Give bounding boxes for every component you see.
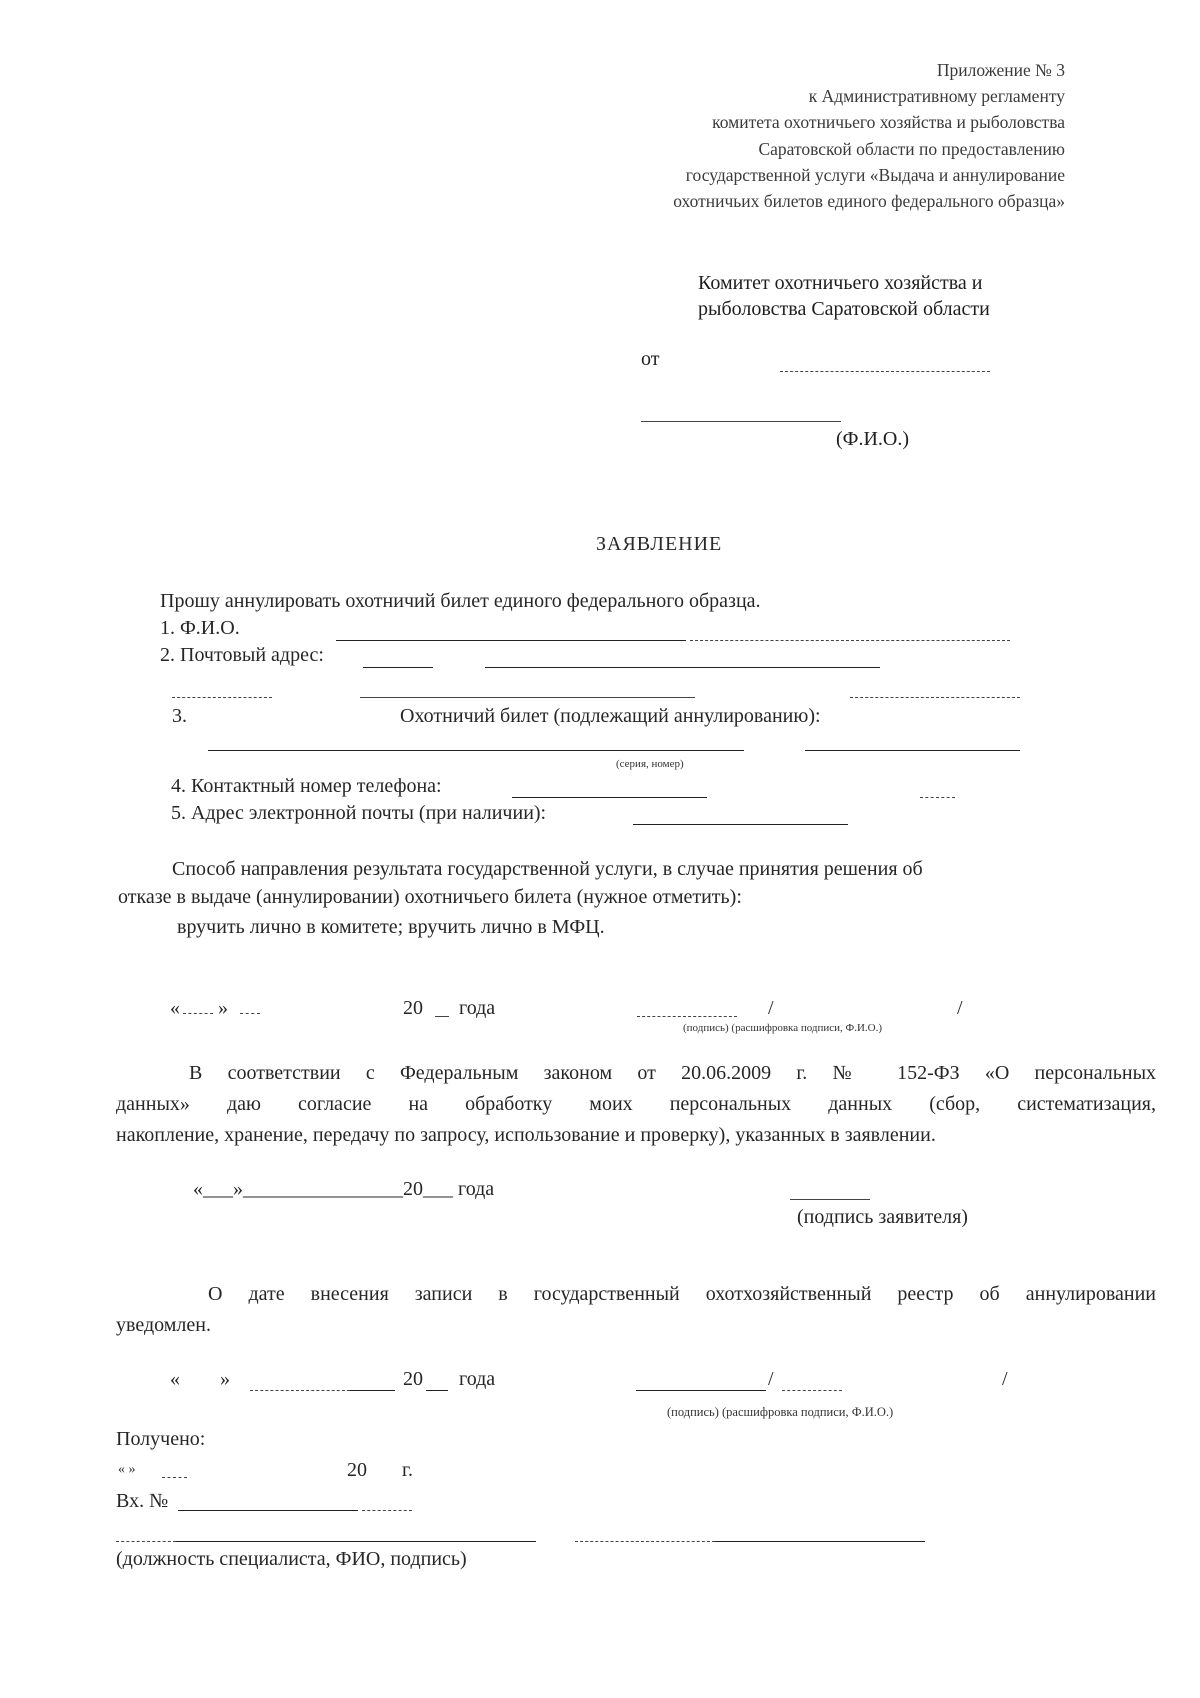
appendix-line-2: к Административному регламенту xyxy=(808,86,1065,106)
sig1-month-line xyxy=(240,1013,260,1014)
from-fio-line-2 xyxy=(641,421,841,422)
consent-sig-caption: (подпись заявителя) xyxy=(797,1206,968,1228)
address-row2-line-1 xyxy=(172,697,272,698)
sig2-year-suffix: года xyxy=(459,1368,496,1390)
address-field-line-2 xyxy=(485,667,880,668)
incoming-number-line xyxy=(178,1510,358,1511)
email-field-line xyxy=(633,824,848,825)
footer-line-dash xyxy=(116,1541,176,1542)
consent-date: «___»________________20___ года xyxy=(193,1178,495,1200)
received-year: 20 xyxy=(347,1459,367,1481)
ticket-caption: (серия, номер) xyxy=(616,758,684,770)
ticket-label: Охотничий билет (подлежащий аннулированию): xyxy=(400,705,821,727)
consent-signature-line xyxy=(790,1199,870,1200)
phone-label: 4. Контактный номер телефона: xyxy=(171,775,442,797)
appendix-line-6: охотничьих билетов единого федерального образца» xyxy=(673,191,1065,211)
sig2-decode-line xyxy=(782,1390,842,1391)
received-year-suffix: г. xyxy=(402,1459,413,1481)
consent-line-3: накопление, хранение, передачу по запросу, использование и проверку), указанных в заявлении. xyxy=(116,1124,936,1146)
sig2-quote-close: » xyxy=(220,1368,230,1390)
sig2-quote-open: « xyxy=(170,1368,180,1390)
footer-line-2-dash xyxy=(575,1541,715,1542)
appendix-line-3: комитета охотничьего хозяйства и рыболовства xyxy=(712,112,1065,132)
received-label: Получено: xyxy=(116,1428,206,1450)
registry-line-2: уведомлен. xyxy=(116,1314,211,1336)
sig1-day-line xyxy=(183,1013,213,1014)
delivery-line-2: отказе в выдаче (аннулировании) охотничьего билета (нужное отметить): xyxy=(118,886,742,908)
appendix-line-1: Приложение № 3 xyxy=(936,60,1065,80)
ticket-number: 3. xyxy=(172,705,187,727)
sig2-slash-2: / xyxy=(1002,1368,1008,1390)
phone-field-line-2 xyxy=(920,797,955,798)
footer-line-1 xyxy=(176,1541,536,1542)
address-row2-line-2 xyxy=(360,697,695,698)
addressee-line-2: рыболовства Саратовской области xyxy=(698,298,990,320)
request-intro: Прошу аннулировать охотничий билет единого федерального образца. xyxy=(160,590,761,612)
document-title: ЗАЯВЛЕНИЕ xyxy=(596,533,723,555)
sig2-year: 20 xyxy=(403,1368,423,1390)
sig1-signature-line xyxy=(637,1016,737,1017)
sig2-year-line xyxy=(426,1390,448,1391)
appendix-line-4: Саратовской области по предоставлению xyxy=(758,139,1065,159)
from-fio-line xyxy=(780,371,990,372)
consent-line-2: данных» даю согласие на обработку моих персональных данных (сбор, систематизация, xyxy=(116,1093,1156,1115)
incoming-number-line-2 xyxy=(362,1510,412,1511)
address-field-line-1 xyxy=(363,667,433,668)
fio-label: 1. Ф.И.О. xyxy=(160,617,240,639)
received-date-quotes: « » xyxy=(118,1462,136,1477)
sig1-quote-close: » xyxy=(218,997,228,1019)
sig2-month-line xyxy=(350,1390,395,1391)
phone-field-line xyxy=(512,797,707,798)
from-label: от xyxy=(641,348,660,370)
sig1-slash-1: / xyxy=(768,997,774,1019)
sig1-slash-2: / xyxy=(957,997,963,1019)
fio-field-line-2 xyxy=(690,640,1010,641)
sig1-caption: (подпись) (расшифровка подписи, Ф.И.О.) xyxy=(683,1022,883,1034)
delivery-options: вручить лично в комитете; вручить лично в МФЦ. xyxy=(177,916,605,938)
sig2-month-dash xyxy=(250,1390,350,1391)
incoming-number-label: Вх. № xyxy=(116,1490,169,1512)
fio-field-line xyxy=(336,640,686,641)
delivery-line-1: Способ направления результата государственной услуги, в случае принятия решения об xyxy=(172,858,923,880)
sig1-year-line xyxy=(435,1016,449,1017)
sig2-signature-line xyxy=(636,1390,766,1391)
fio-caption: (Ф.И.О.) xyxy=(836,428,910,450)
sig1-year-suffix: года xyxy=(459,997,496,1019)
consent-line-1: В соответствии с Федеральным законом от 20.06.2009 г. № 152-ФЗ «О персональных xyxy=(189,1062,1156,1084)
registry-line-1: О дате внесения записи в государственный охотхозяйственный реестр об аннулировании xyxy=(208,1283,1156,1305)
footer-caption: (должность специалиста, ФИО, подпись) xyxy=(116,1548,467,1570)
footer-line-2 xyxy=(715,1541,925,1542)
sig1-year: 20 xyxy=(403,997,423,1019)
email-label: 5. Адрес электронной почты (при наличии): xyxy=(171,802,547,824)
addressee-line-1: Комитет охотничьего хозяйства и xyxy=(698,272,983,294)
sig2-slash-1: / xyxy=(768,1368,774,1390)
sig1-quote-open: « xyxy=(170,997,180,1019)
received-date-line xyxy=(162,1477,187,1478)
ticket-field-line-2 xyxy=(805,750,1020,751)
address-row2-line-3 xyxy=(850,697,1020,698)
sig2-caption: (подпись) (расшифровка подписи, Ф.И.О.) xyxy=(667,1405,894,1419)
appendix-line-5: государственной услуги «Выдача и аннулирование xyxy=(685,165,1065,185)
ticket-field-line-1 xyxy=(208,750,744,751)
address-label: 2. Почтовый адрес: xyxy=(160,644,324,666)
